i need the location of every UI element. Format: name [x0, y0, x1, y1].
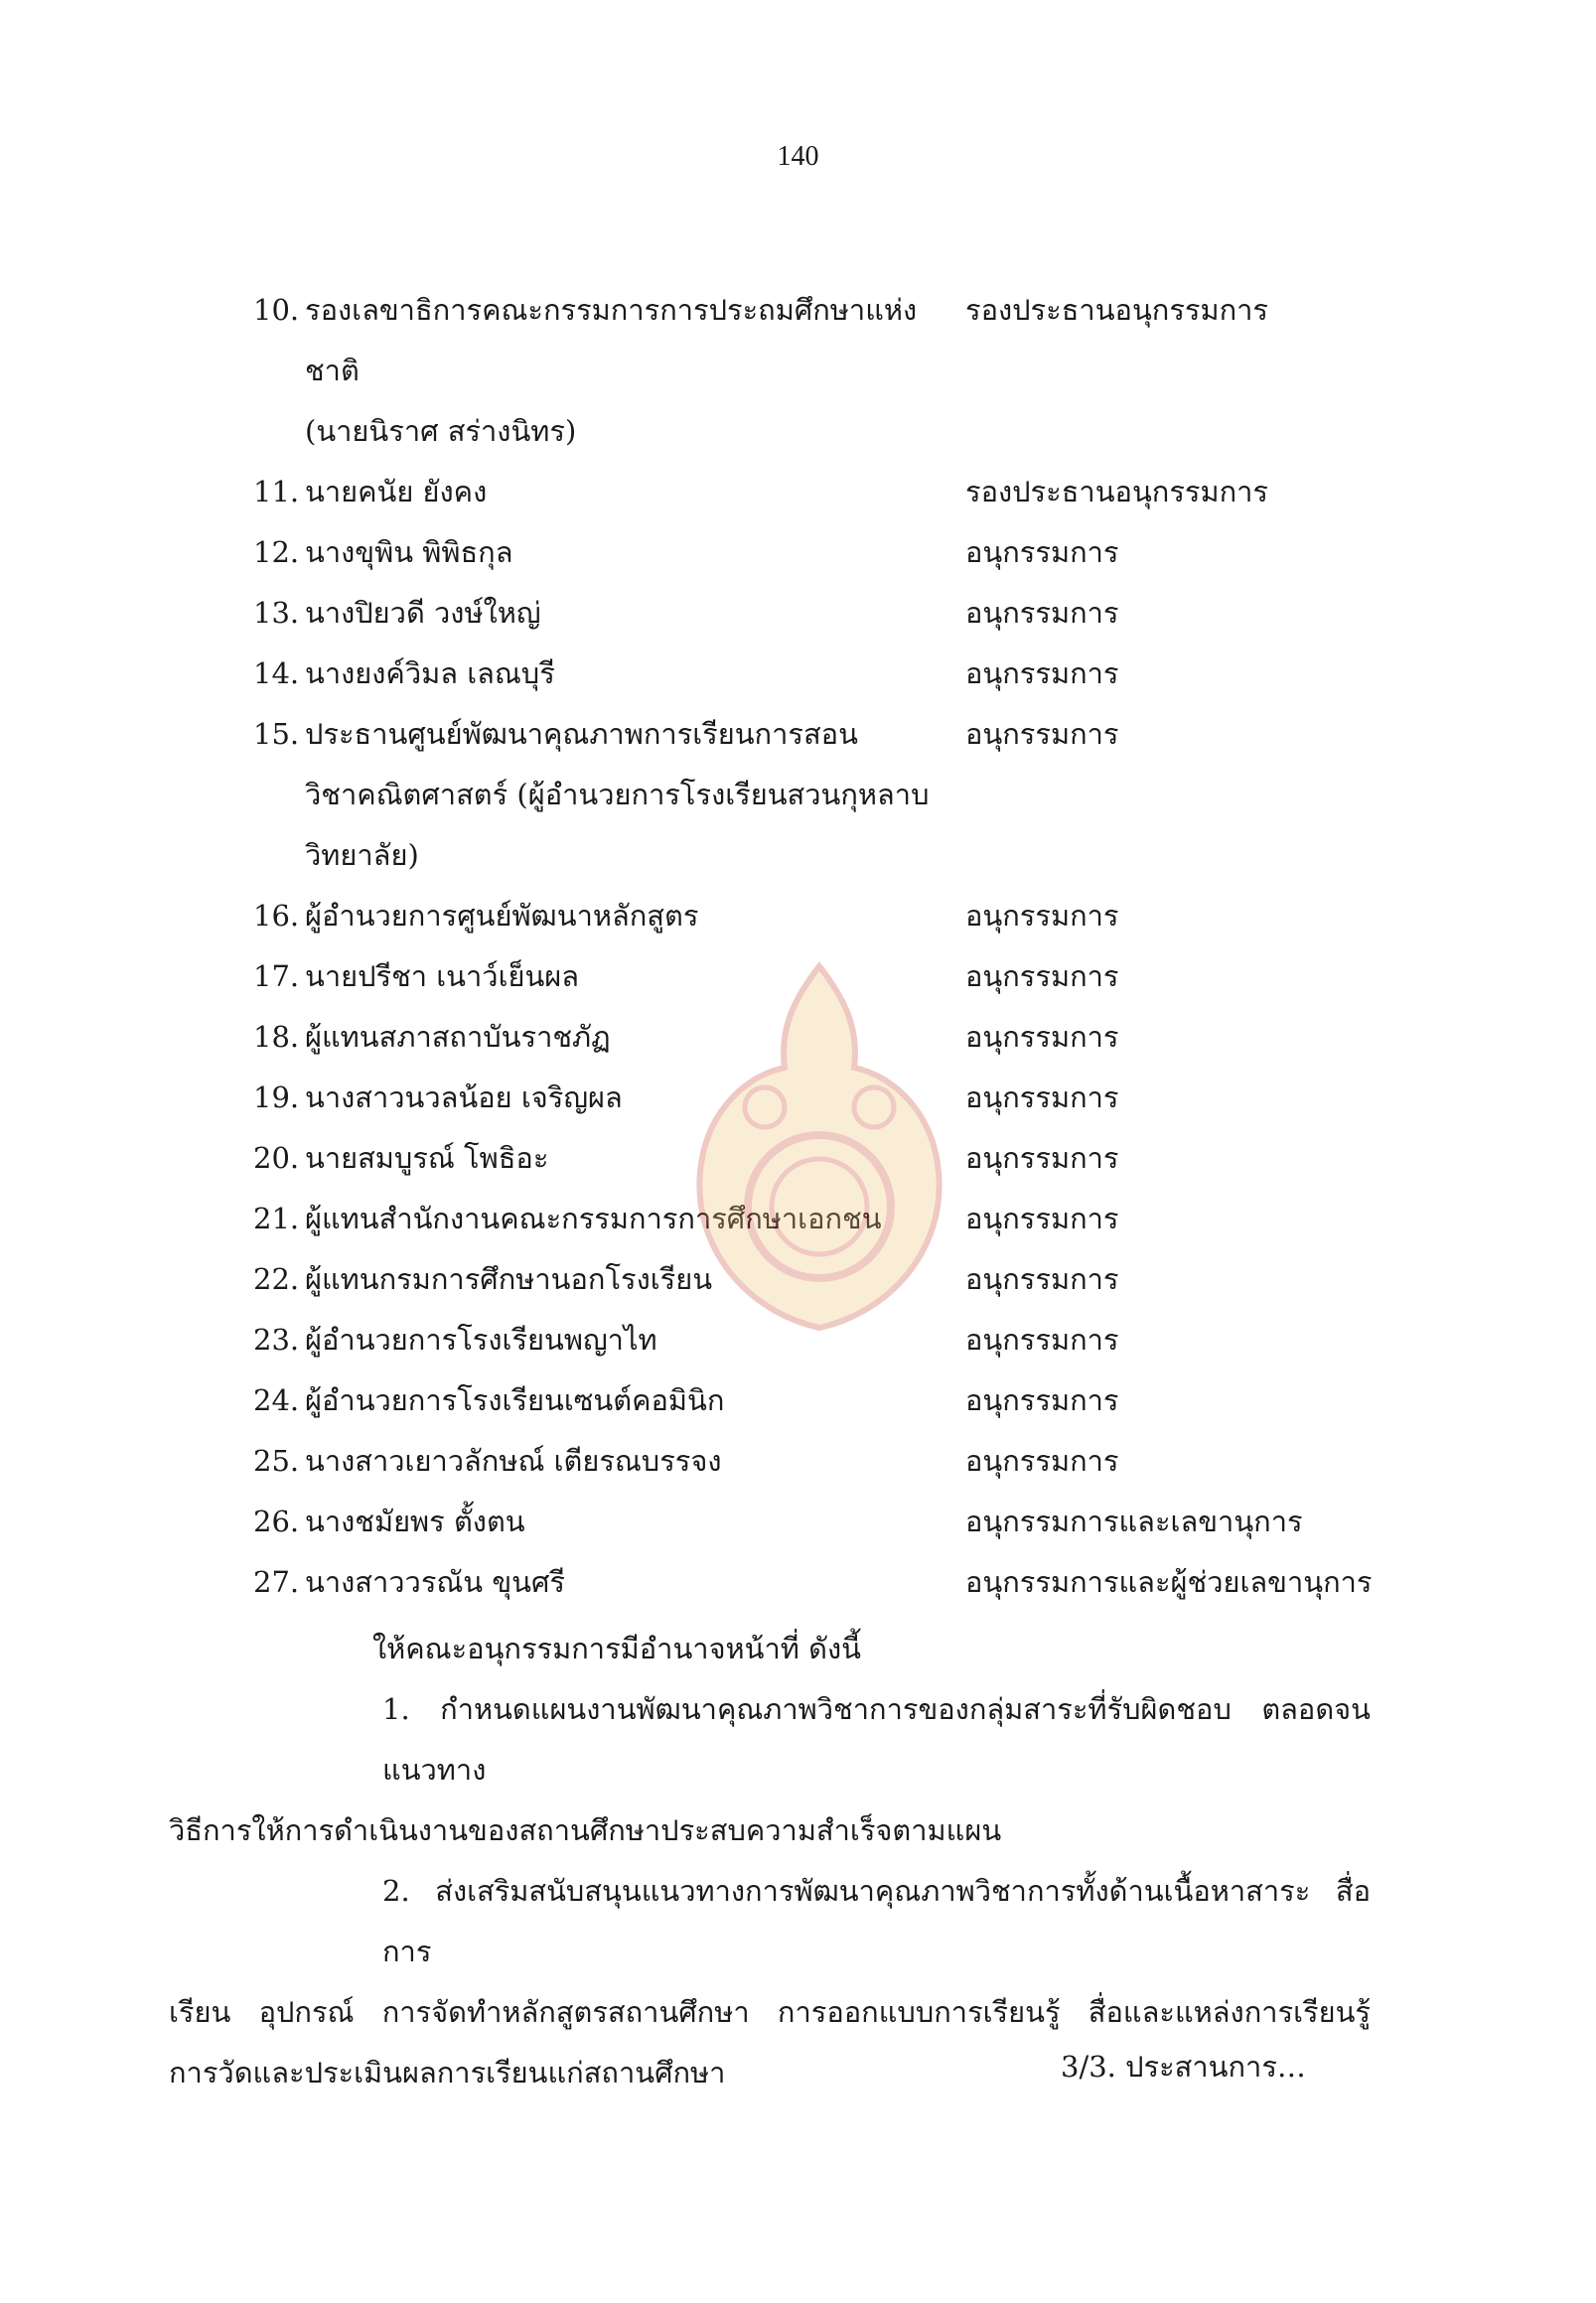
- member-row: [253, 1128, 1376, 1189]
- member-role: อนุกรรมการ: [965, 1262, 1119, 1296]
- member-name-line: นางสาววรณัน ขุนศรี: [305, 1565, 565, 1599]
- member-name-line: ผู้อำนวยการโรงเรียนเซนต์คอมินิก: [305, 1383, 725, 1417]
- page-number: 140: [777, 141, 819, 172]
- member-number: 15.: [253, 717, 300, 751]
- member-number: 13.: [253, 596, 300, 630]
- member-name: [305, 280, 965, 462]
- member-number: 19.: [253, 1080, 300, 1114]
- member-row: [253, 1552, 1376, 1613]
- member-name: [305, 1068, 965, 1128]
- member-name-line: นายสมบูรณ์ โพธิอะ: [305, 1141, 549, 1175]
- member-number: 10.: [253, 293, 300, 327]
- member-name-continuation: วิชาคณิตศาสตร์ (ผู้อำนวยการโรงเรียนสวนกุหลาบ: [305, 778, 930, 811]
- member-role: รองประธานอนุกรรมการ: [965, 293, 1269, 327]
- duties-section: [169, 1619, 1371, 2103]
- member-name-line: นางสาวนวลน้อย เจริญผล: [305, 1080, 623, 1114]
- member-number: 21.: [253, 1202, 300, 1235]
- continuation-note: 3/3. ประสานการ…: [1061, 2050, 1306, 2084]
- member-number: 17.: [253, 959, 300, 993]
- duty-line: 2. ส่งเสริมสนับสนุนแนวทางการพัฒนาคุณภาพวิชาการทั้งด้านเนื้อหาสาระ สื่อการ: [382, 1874, 1371, 1968]
- member-name-line: รองเลขาธิการคณะกรรมการการประถมศึกษาแห่งชาติ: [305, 293, 918, 387]
- member-role: อนุกรรมการ: [965, 1202, 1119, 1235]
- member-name: [305, 1310, 965, 1370]
- member-row: [253, 1249, 1376, 1310]
- member-role: อนุกรรมการ: [965, 1444, 1119, 1478]
- member-role: รองประธานอนุกรรมการ: [965, 475, 1269, 508]
- member-name: [305, 1189, 965, 1249]
- member-name: [305, 583, 965, 644]
- member-list: [253, 280, 1376, 1613]
- member-number: 12.: [253, 535, 300, 569]
- duty-item: [169, 1679, 1371, 1861]
- member-name-line: ผู้อำนวยการศูนย์พัฒนาหลักสูตร: [305, 899, 699, 933]
- member-role: อนุกรรมการ: [965, 959, 1119, 993]
- member-name: [305, 522, 965, 583]
- member-role: อนุกรรมการ: [965, 596, 1119, 630]
- member-name-line: นางยงค์วิมล เลณบุรี: [305, 656, 555, 690]
- member-name: [305, 886, 965, 946]
- member-row: [253, 704, 1376, 886]
- member-row: [253, 1068, 1376, 1128]
- member-row: [253, 644, 1376, 704]
- member-role: อนุกรรมการ: [965, 717, 1119, 751]
- member-name-line: นายคนัย ยังคง: [305, 475, 488, 508]
- member-name: [305, 462, 965, 522]
- member-number: 16.: [253, 899, 300, 933]
- member-number: 23.: [253, 1323, 300, 1357]
- member-row: [253, 280, 1376, 462]
- member-number: 22.: [253, 1262, 300, 1296]
- member-name: [305, 1007, 965, 1068]
- member-name-line: ผู้อำนวยการโรงเรียนพญาไท: [305, 1323, 657, 1357]
- member-row: [253, 886, 1376, 946]
- member-name: [305, 1552, 965, 1613]
- member-row: [253, 1370, 1376, 1431]
- member-name-line: นางสาวเยาวลักษณ์ เตียรณบรรจง: [305, 1444, 722, 1478]
- member-row: [253, 1492, 1376, 1552]
- member-row: [253, 946, 1376, 1007]
- member-name-line: นางขุพิน พิพิธกุล: [305, 535, 513, 569]
- member-role: อนุกรรมการ: [965, 899, 1119, 933]
- member-role: อนุกรรมการ: [965, 1141, 1119, 1175]
- member-row: [253, 1431, 1376, 1492]
- member-row: [253, 1189, 1376, 1249]
- member-name-line: ประธานศูนย์พัฒนาคุณภาพการเรียนการสอน: [305, 717, 858, 751]
- member-name-continuation: วิทยาลัย): [305, 838, 419, 872]
- duties-intro: ให้คณะอนุกรรมการมีอำนาจหน้าที่ ดังนี้: [372, 1632, 861, 1665]
- member-name: [305, 1431, 965, 1492]
- member-number: 20.: [253, 1141, 300, 1175]
- member-name-line: นางชมัยพร ตั้งตน: [305, 1505, 525, 1538]
- member-name: [305, 1128, 965, 1189]
- member-number: 24.: [253, 1383, 300, 1417]
- member-name-continuation: (นายนิราศ สร่างนิทร): [305, 414, 577, 448]
- duty-items: [169, 1679, 1371, 2103]
- member-role: อนุกรรมการ: [965, 1323, 1119, 1357]
- member-name-line: ผู้แทนสภาสถาบันราชภัฏ: [305, 1020, 611, 1054]
- duty-line: วิธีการให้การดำเนินงานของสถานศึกษาประสบความสำเร็จตามแผน: [169, 1813, 1002, 1847]
- member-name: [305, 644, 965, 704]
- member-name: [305, 946, 965, 1007]
- member-row: [253, 583, 1376, 644]
- member-number: 14.: [253, 656, 300, 690]
- member-row: [253, 462, 1376, 522]
- member-row: [253, 522, 1376, 583]
- member-role: อนุกรรมการและผู้ช่วยเลขานุการ: [965, 1565, 1373, 1599]
- member-number: 27.: [253, 1565, 300, 1599]
- duty-line: การวัดและประเมินผลการเรียนแก่สถานศึกษา: [169, 2056, 726, 2089]
- member-row: [253, 1007, 1376, 1068]
- member-role: อนุกรรมการและเลขานุการ: [965, 1505, 1303, 1538]
- member-role: อนุกรรมการ: [965, 1080, 1119, 1114]
- member-name: [305, 1492, 965, 1552]
- member-role: อนุกรรมการ: [965, 1020, 1119, 1054]
- member-role: อนุกรรมการ: [965, 1383, 1119, 1417]
- member-name-line: นางปิยวดี วงษ์ใหญ่: [305, 596, 541, 630]
- duty-line: เรียน อุปกรณ์ การจัดทำหลักสูตรสถานศึกษา การออกแบบการเรียนรู้ สื่อและแหล่งการเรียนรู้: [169, 1995, 1371, 2029]
- member-name: [305, 1249, 965, 1310]
- member-name: [305, 1370, 965, 1431]
- member-name: [305, 704, 965, 886]
- member-role: อนุกรรมการ: [965, 535, 1119, 569]
- member-number: 26.: [253, 1505, 300, 1538]
- member-row: [253, 1310, 1376, 1370]
- member-number: 18.: [253, 1020, 300, 1054]
- member-name-line: นายปรีชา เนาว์เย็นผล: [305, 959, 580, 993]
- member-number: 11.: [253, 475, 300, 508]
- member-role: อนุกรรมการ: [965, 656, 1119, 690]
- member-name-line: ผู้แทนกรมการศึกษานอกโรงเรียน: [305, 1262, 713, 1296]
- member-number: 25.: [253, 1444, 300, 1478]
- member-name-line: ผู้แทนสำนักงานคณะกรรมการการศึกษาเอกชน: [305, 1202, 882, 1235]
- duty-line: 1. กำหนดแผนงานพัฒนาคุณภาพวิชาการของกลุ่มสาระที่รับผิดชอบ ตลอดจนแนวทาง: [382, 1692, 1371, 1787]
